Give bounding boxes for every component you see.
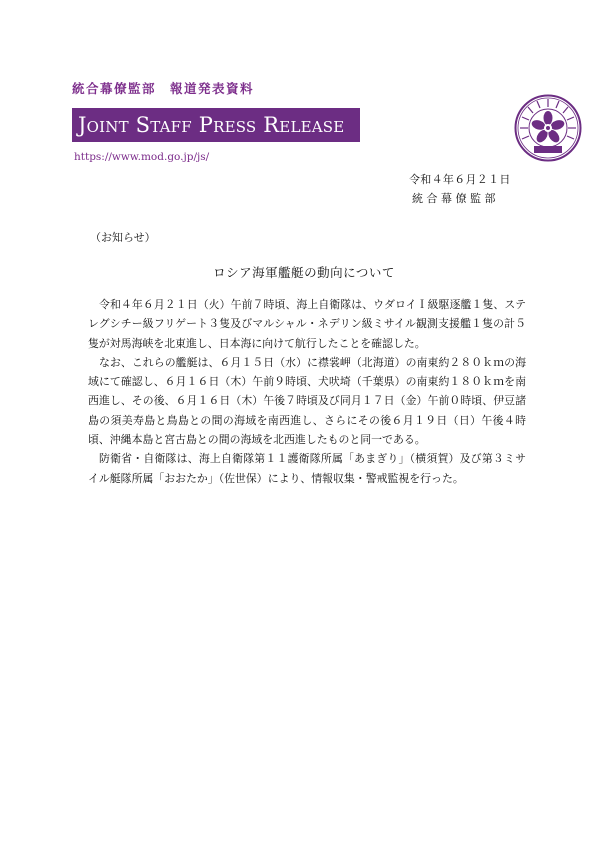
release-title: ロシア海軍艦艇の動向について — [213, 265, 395, 280]
department-release-label: 統合幕僚監部 報道発表資料 — [72, 81, 255, 96]
release-sender: 統合幕僚監部 — [412, 192, 499, 205]
body-paragraph: 防衛省・自衛隊は、海上自衛隊第１１護衛隊所属「あまぎり」（横須賀）及び第３ミサイル艇隊所属「おおたか」（佐世保）により、情報収集・警戒監視を行った。 — [88, 452, 526, 485]
website-url[interactable]: https://www.mod.go.jp/js/ — [74, 151, 210, 163]
notice-label: （お知らせ） — [90, 231, 156, 244]
joint-staff-seal-icon — [514, 94, 582, 162]
release-body — [88, 295, 526, 488]
press-release-banner — [72, 108, 360, 142]
body-paragraph: 令和４年６月２１日（火）午前７時頃、海上自衛隊は、ウダロイＩ級駆逐艦１隻、ステレグシチー級フリゲート３隻及びマルシャル・ネデリン級ミサイル観測支援艦１隻の計５隻が対馬海峡を北東進し、日本海に向けて航行したことを確認した。 — [88, 298, 526, 350]
banner-title: Joint Staff Press Release — [78, 113, 345, 137]
release-date: 令和４年６月２１日 — [409, 173, 511, 186]
body-paragraph: なお、これらの艦艇は、６月１５日（水）に襟裳岬（北海道）の南東約２８０ｋｍの海域にて確認し、６月１６日（木）午前９時頃、犬吠埼（千葉県）の南東約１８０ｋｍを南西進し、その後、６月１６日（木）午後７時頃及び同月１７日（金）午前０時頃、伊豆諸島の須美寿島と鳥島との間の海域を南西進し、さらにその後６月１９日（日）午後４時頃、沖縄本島と宮古島との間の海域を北西進したものと同一である。 — [88, 355, 526, 447]
